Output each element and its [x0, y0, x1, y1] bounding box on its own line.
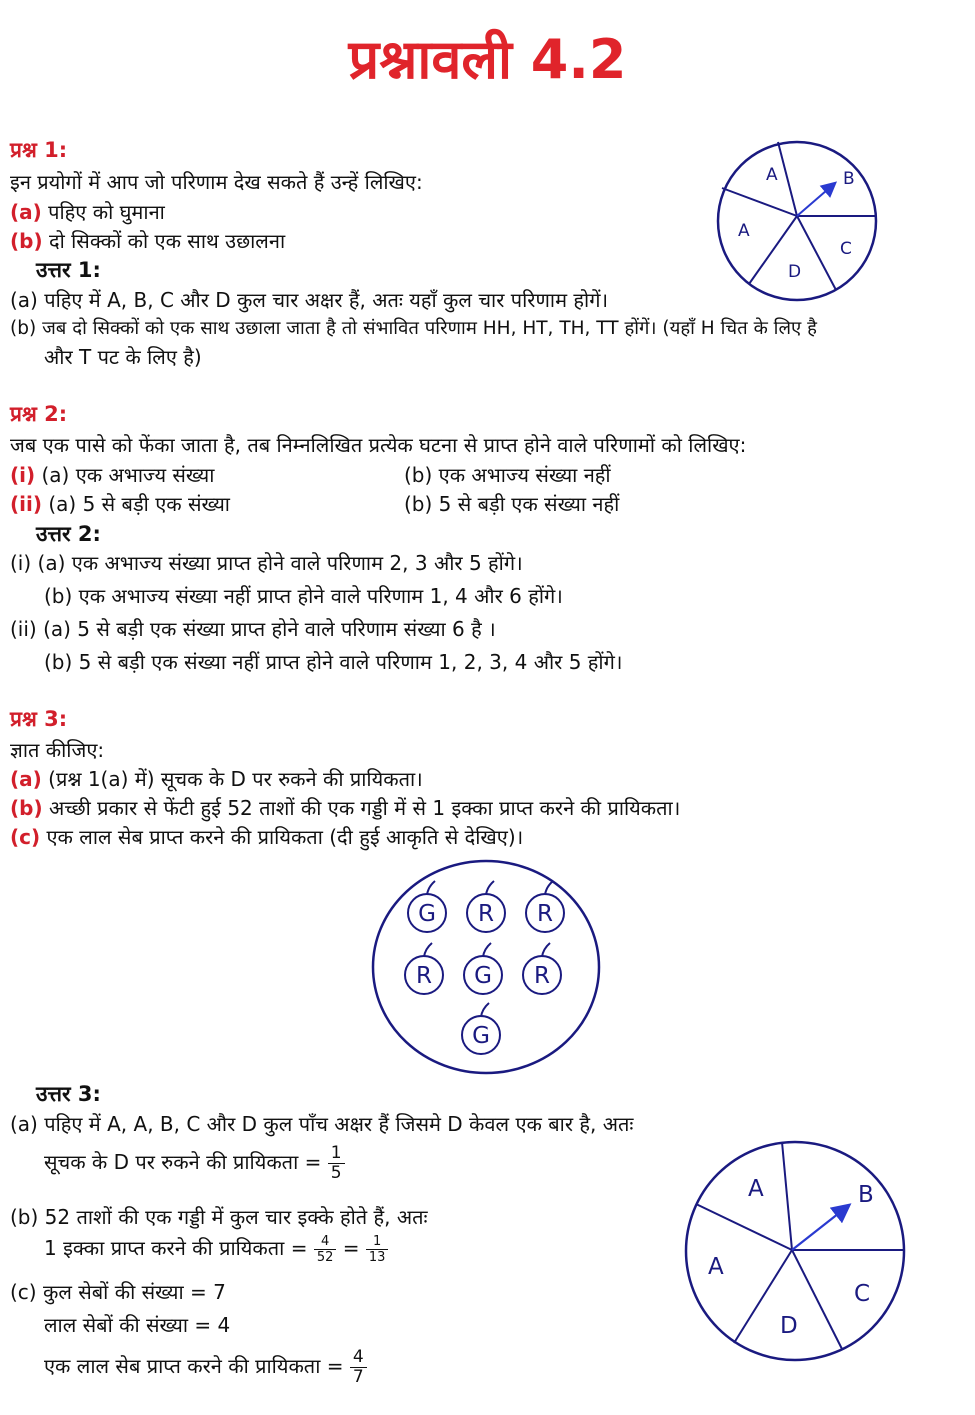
numerator: 1	[366, 1234, 389, 1250]
apple-stem	[542, 943, 550, 957]
question-2-part-ii-b: (b) 5 से बड़ी एक संख्या नहीं	[404, 492, 620, 516]
part-text: 52 ताशों की एक गड्डी में कुल चार इक्के होते हैं, अतः	[44, 1205, 428, 1229]
spinner-divider	[782, 1142, 792, 1250]
answer-3-part-a-probability	[44, 1144, 345, 1183]
apple-letter: R	[537, 901, 553, 927]
probability-text: सूचक के D पर रुकने की प्रायिकता =	[44, 1150, 322, 1174]
apple-letter: R	[416, 963, 432, 989]
part-label: (a)	[10, 1112, 38, 1136]
answer-3-part-c-probability	[44, 1348, 367, 1387]
part-text: जब दो सिक्कों को एक साथ उछाला जाता है तो संभावित परिणाम HH, HT, TH, TT होंगें। (यहाँ H चित के लिए है	[42, 318, 817, 339]
apple-letter: R	[478, 901, 494, 927]
apple-green	[464, 943, 502, 994]
fraction	[314, 1234, 337, 1265]
spinner-divider	[778, 142, 797, 216]
answer-2-heading: उत्तर 2:	[36, 522, 101, 546]
question-3-part-a	[10, 765, 423, 792]
apple-stem	[483, 943, 491, 957]
answer-1-part-a	[10, 286, 608, 313]
part-text: दो सिक्कों को एक साथ उछालना	[48, 229, 286, 253]
spinner-divider	[797, 216, 836, 290]
question-3-part-c	[10, 823, 523, 850]
answer-3-heading: उत्तर 3:	[36, 1082, 101, 1106]
apple-letter: G	[472, 1023, 490, 1049]
apple-stem	[427, 881, 435, 895]
spinner-wheel-small	[714, 138, 880, 304]
spinner-wheel-large	[682, 1138, 908, 1364]
apple-red	[526, 881, 564, 932]
fraction	[366, 1234, 389, 1265]
denominator: 52	[316, 1250, 334, 1265]
part-text: (a) 5 से बड़ी एक संख्या प्राप्त होने वाले परिणाम संख्या 6 है ।	[43, 617, 496, 641]
apple-red	[467, 881, 505, 932]
part-label: (b)	[10, 229, 43, 253]
question-3-heading: प्रश्न 3:	[10, 707, 68, 731]
part-text: पहिए में A, B, C और D कुल चार अक्षर हैं, अतः यहाँ कुल चार परिणाम होगें।	[44, 288, 609, 312]
answer-2-part-ii-a	[10, 615, 496, 642]
part-label: (i)	[10, 463, 36, 487]
apple-red	[405, 943, 443, 994]
denominator: 7	[352, 1367, 364, 1387]
spinner-divider	[722, 188, 797, 216]
answer-1-part-b-cont: और T पट के लिए है)	[44, 345, 202, 369]
spinner-divider	[696, 1204, 792, 1250]
spinner-label-a: A	[738, 221, 750, 241]
numerator: 1	[328, 1144, 345, 1164]
question-3-intro: ज्ञात कीजिए:	[10, 738, 105, 762]
answer-2-part-i-a	[10, 549, 523, 576]
question-2-intro: जब एक पासे को फेंका जाता है, तब निम्नलिखित प्रत्येक घटना से प्राप्त होने वाले परिणामों को लिखिए:	[10, 433, 747, 457]
probability-text: 1 इक्का प्राप्त करने की प्रायिकता =	[44, 1236, 308, 1260]
question-1-part-b	[10, 227, 285, 254]
part-text: कुल सेबों की संख्या = 7	[42, 1280, 226, 1304]
equals-sign: =	[342, 1236, 360, 1260]
question-1-heading: प्रश्न 1:	[10, 138, 68, 162]
question-2-heading: प्रश्न 2:	[10, 402, 68, 426]
spinner-label-a: A	[766, 165, 778, 185]
apple-letter: G	[418, 901, 436, 927]
answer-3-part-b-probability	[44, 1234, 388, 1265]
answer-2-part-i-b: (b) एक अभाज्य संख्या नहीं प्राप्त होने वाले परिणाम 1, 4 और 6 होंगे।	[44, 584, 563, 608]
fraction	[350, 1348, 367, 1387]
part-label: (ii)	[10, 617, 37, 641]
question-3-part-b	[10, 794, 680, 821]
spinner-pointer-arrow	[792, 1206, 848, 1250]
spinner-label-d: D	[788, 262, 802, 282]
question-2-part-ii-a	[10, 490, 230, 517]
spinner-pointer-arrow	[797, 184, 834, 216]
part-label: (c)	[10, 1280, 37, 1304]
part-text: (प्रश्न 1(a) में) सूचक के D पर रुकने की प्रायिकता।	[48, 767, 423, 791]
apple-letter: R	[534, 963, 550, 989]
part-text: एक लाल सेब प्राप्त करने की प्रायिकता (दी हुई आकृति से देखिए)।	[46, 825, 524, 849]
apple-basket-figure	[368, 856, 604, 1078]
apple-stem	[481, 1003, 489, 1017]
part-label: (i)	[10, 551, 32, 575]
question-2-part-i-b: (b) एक अभाज्य संख्या नहीं	[404, 463, 611, 487]
spinner-label-a: A	[708, 1254, 724, 1280]
apple-stem	[486, 881, 494, 895]
apple-red	[523, 943, 561, 994]
part-text: अच्छी प्रकार से फेंटी हुई 52 ताशों की एक गड्डी में से 1 इक्का प्राप्त करने की प्रायिकता।	[48, 796, 681, 820]
part-label: (a)	[10, 767, 42, 791]
apple-green	[408, 881, 446, 932]
part-text: (a) एक अभाज्य संख्या प्राप्त होने वाले परिणाम 2, 3 और 5 होंगे।	[37, 551, 523, 575]
apple-letter: G	[474, 963, 492, 989]
apple-stem	[424, 943, 432, 957]
answer-3-part-c-red: लाल सेबों की संख्या = 4	[44, 1313, 231, 1337]
numerator: 4	[350, 1348, 367, 1368]
apple-green	[462, 1003, 500, 1054]
spinner-label-a: A	[748, 1176, 764, 1202]
part-label: (b)	[10, 318, 37, 339]
denominator: 5	[330, 1163, 342, 1183]
spinner-label-b: B	[858, 1182, 874, 1208]
part-label: (ii)	[10, 492, 42, 516]
part-text: पहिए में A, A, B, C और D कुल पाँच अक्षर हैं जिसमे D केवल एक बार है, अतः	[44, 1112, 634, 1136]
answer-2-part-ii-b: (b) 5 से बड़ी एक संख्या नहीं प्राप्त होने वाले परिणाम 1, 2, 3, 4 और 5 होंगे।	[44, 650, 623, 674]
spinner-label-d: D	[780, 1313, 798, 1339]
part-label: (a)	[10, 200, 42, 224]
part-label: (a)	[10, 288, 38, 312]
page-title: प्रश्नावली 4.2	[348, 28, 627, 91]
answer-3-part-b	[10, 1203, 428, 1230]
spinner-divider	[792, 1250, 842, 1349]
fraction	[328, 1144, 345, 1183]
answer-1-heading: उत्तर 1:	[36, 258, 101, 282]
answer-3-part-c	[10, 1278, 226, 1305]
apple-stem	[545, 881, 553, 895]
part-text: पहिए को घुमाना	[48, 200, 165, 224]
spinner-label-c: C	[854, 1281, 871, 1307]
numerator: 4	[314, 1234, 337, 1250]
probability-text: एक लाल सेब प्राप्त करने की प्रायिकता =	[44, 1354, 344, 1378]
spinner-label-b: B	[843, 169, 855, 189]
part-text: (a) 5 से बड़ी एक संख्या	[48, 492, 230, 516]
spinner-label-c: C	[840, 239, 852, 259]
part-label: (c)	[10, 825, 41, 849]
answer-3-part-a	[10, 1110, 633, 1137]
denominator: 13	[368, 1250, 386, 1265]
part-label: (b)	[10, 1205, 39, 1229]
answer-1-part-b	[10, 315, 817, 340]
question-2-part-i-a	[10, 461, 214, 488]
part-text: (a) एक अभाज्य संख्या	[41, 463, 215, 487]
question-1-part-a	[10, 198, 165, 225]
question-1-intro: इन प्रयोगों में आप जो परिणाम देख सकते हैं उन्हें लिखिए:	[10, 170, 423, 194]
part-label: (b)	[10, 796, 43, 820]
